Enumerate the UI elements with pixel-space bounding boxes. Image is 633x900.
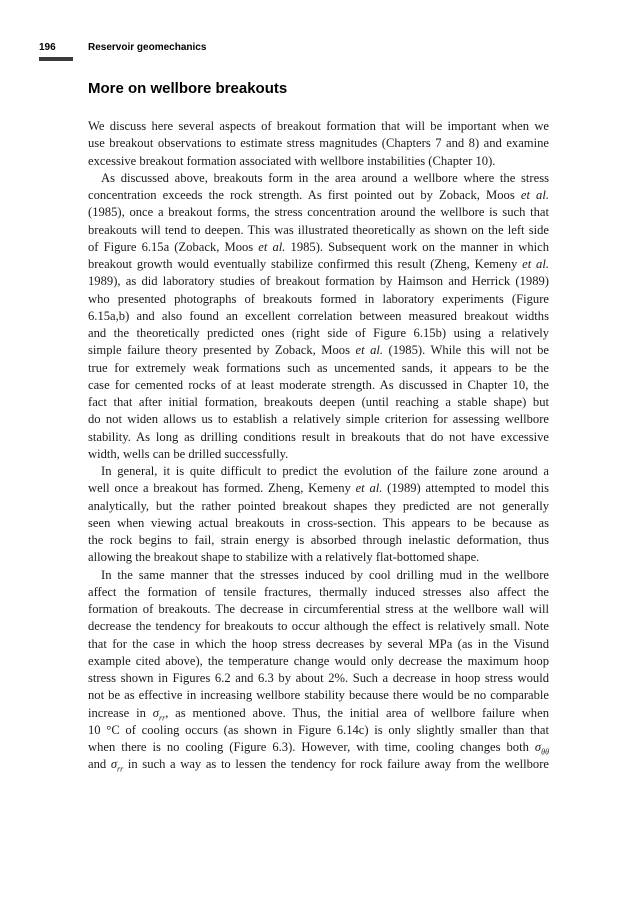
text-line: breakout growth would eventually stabilize confirmed this result (Zheng, Kemeny et al. [88, 257, 549, 271]
text-line: (1985), once a breakout forms, the stress concentration around the wellbore is such that [88, 205, 549, 220]
header-rule [39, 57, 73, 61]
text-line: use breakout observations to estimate stress magnitudes (Chapters 7 and 8) and examine [88, 136, 549, 151]
text-line: increase in $\sigma_{rr}$, as mentioned above. Thus, the initial area of wellbore failure when [88, 705, 549, 723]
text-line: stress shown in Figures 6.2 and 6.3 by about 2%. Such a decrease in hoop stress would [88, 671, 549, 685]
text-line: and $\sigma_{rr}$ in such a way as to lessen the tendency for rock failure away from the wellbore [88, 757, 549, 774]
text-line: affect the formation of tensile fractures, thermally induced stresses also affect the [88, 584, 549, 599]
text-line: fact that after initial formation, breakouts deepen (until reaching a stable shape) but [88, 395, 549, 409]
page-number: 196 [39, 42, 56, 53]
text-line: simple failure theory presented by Zoback, Moos et al. (1985). While this will not be [88, 343, 549, 358]
text-line: case for cemented rocks of at least moderate strength. As discussed in Chapter 10, the [88, 377, 549, 392]
text-line: true for extremely weak formations such as uncemented sands, it appears to be the [88, 360, 549, 375]
text-line: stability. As long as drilling conditions result in breakouts that do not have excessive [88, 429, 549, 444]
text-line: example cited above), the temperature change would only decrease the maximum hoop [88, 653, 549, 668]
text-line: well once a breakout has formed. Zheng, Kemeny et al. (1989) attempted to model this [88, 481, 549, 496]
text-line: analytically, but the rather pointed breakout shapes they predicted are not generally [88, 498, 549, 513]
text-line: breakouts will tend to deepen. This was illustrated theoretically as shown on the left side [88, 222, 549, 237]
text-line: width, wells can be drilled successfully. [88, 446, 289, 461]
text-line: decrease the tendency for breakouts to occur although the effect is relatively small. Note [88, 619, 549, 634]
text-line: As discussed above, breakouts form in the area around a wellbore where the stress [101, 170, 549, 185]
running-title: Reservoir geomechanics [88, 42, 207, 53]
text-line: excessive breakout formation associated with wellbore instabilities (Chapter 10). [88, 153, 496, 168]
text-line: In the same manner that the stresses induced by cool drilling mud in the wellbore [101, 567, 549, 582]
text-line: the rock begins to fail, strain energy is absorbed through inelastic deformation, thus [88, 533, 549, 547]
text-line: when there is no cooling (Figure 6.3). However, with time, cooling changes both $\sigma_{\theta\theta}$ [88, 740, 549, 757]
text-line: and the theoretically predicted ones (right side of Figure 6.15b) using a relatively [88, 326, 549, 340]
text-line: not be as effective in increasing wellbore stability because there would be no comparable [88, 688, 549, 703]
text-line: seen when viewing actual breakouts in cross-section. This appears to be because as [88, 515, 549, 530]
body-text [88, 118, 549, 774]
text-line: do not widen allows us to establish a relatively simple criterion for assessing wellbore [88, 412, 549, 427]
text-line: 6.15a,b) and also found an excellent correlation between measured breakout widths [88, 308, 549, 323]
text-line: who presented photographs of breakouts formed in laboratory experiments (Figure [88, 291, 549, 306]
text-line: of Figure 6.15a (Zoback, Moos et al. 1985). Subsequent work on the manner in which [88, 239, 550, 254]
text-line: 10 °C of cooling occurs (as shown in Figure 6.14c) is only slightly smaller than that [88, 722, 549, 737]
text-line: that for the case in which the hoop stress decreases by several MPa (as in the Visund [88, 636, 549, 651]
text-line: 1989), as did laboratory studies of breakout formation by Haimson and Herrick (1989) [88, 274, 549, 289]
text-line: allowing the breakout shape to stabilize with a relatively flat-bottomed shape. [88, 550, 480, 565]
text-line: concentration exceeds the rock strength. As first pointed out by Zoback, Moos et al. [88, 188, 550, 202]
text-line: formation of breakouts. The decrease in circumferential stress at the wellbore wall will [88, 602, 549, 616]
text-line: In general, it is quite difficult to predict the evolution of the failure zone around a [101, 464, 549, 478]
section-heading: More on wellbore breakouts [88, 80, 288, 97]
text-line: We discuss here several aspects of breakout formation that will be important when we [88, 119, 549, 133]
